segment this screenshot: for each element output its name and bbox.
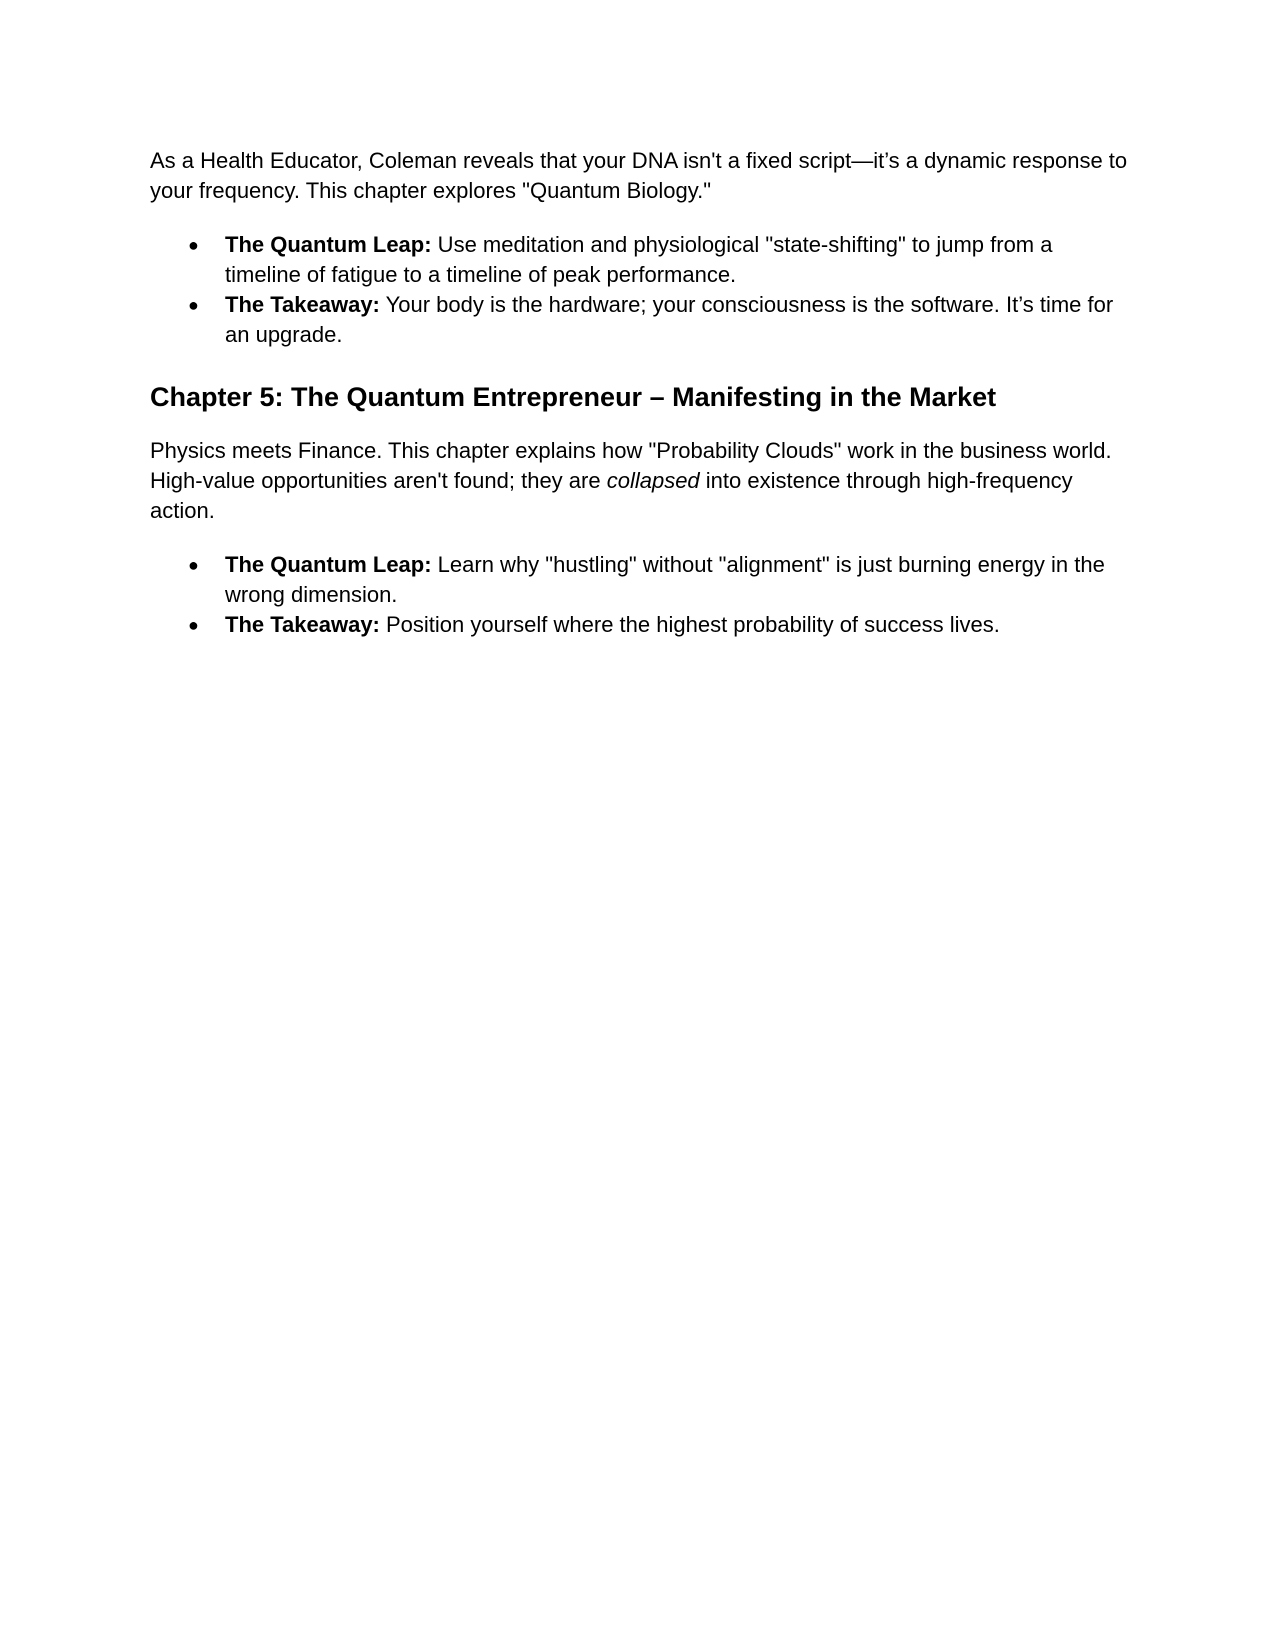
- paragraph-emphasis: collapsed: [606, 468, 700, 493]
- list-item: [150, 230, 1130, 290]
- intro-bullet-list: [150, 230, 1130, 350]
- chapter-5-heading: Chapter 5: The Quantum Entrepreneur – Manifesting in the Market: [150, 382, 997, 412]
- paragraph-text: into existence through high-frequency action.: [150, 468, 1073, 523]
- bullet-label: The Takeaway:: [225, 612, 380, 637]
- list-item: [150, 550, 1130, 610]
- paragraph-text: Physics meets Finance. This chapter explains how "Probability Clouds" work in the business world. High-value opportunities aren't found; they are: [150, 438, 1112, 493]
- bullet-text: Position yourself where the highest probability of success lives.: [379, 612, 1000, 637]
- bullet-text: Use meditation and physiological "state-shifting" to jump from a timeline of fatigue to a timeline of peak performance.: [225, 232, 1053, 287]
- bullet-label: The Quantum Leap:: [225, 232, 432, 257]
- list-item: [150, 610, 1130, 640]
- bullet-icon: ●: [188, 615, 199, 635]
- bullet-text: Learn why "hustling" without "alignment" is just burning energy in the wrong dimension.: [225, 552, 1105, 607]
- bullet-icon: ●: [188, 235, 199, 255]
- bullet-label: The Quantum Leap:: [225, 552, 432, 577]
- list-item: [150, 290, 1130, 350]
- intro-paragraph: As a Health Educator, Coleman reveals that your DNA isn't a fixed script—it’s a dynamic response to your frequency. This chapter explores "Quantum Biology.": [150, 148, 1128, 203]
- chapter-5-bullet-list: [150, 550, 1130, 640]
- bullet-icon: ●: [188, 295, 199, 315]
- page-content: [150, 146, 1130, 640]
- bullet-label: The Takeaway:: [225, 292, 380, 317]
- chapter-5-paragraph: [150, 436, 1130, 526]
- bullet-icon: ●: [188, 555, 199, 575]
- bullet-text: Your body is the hardware; your consciousness is the software. It’s time for an upgrade.: [225, 292, 1114, 347]
